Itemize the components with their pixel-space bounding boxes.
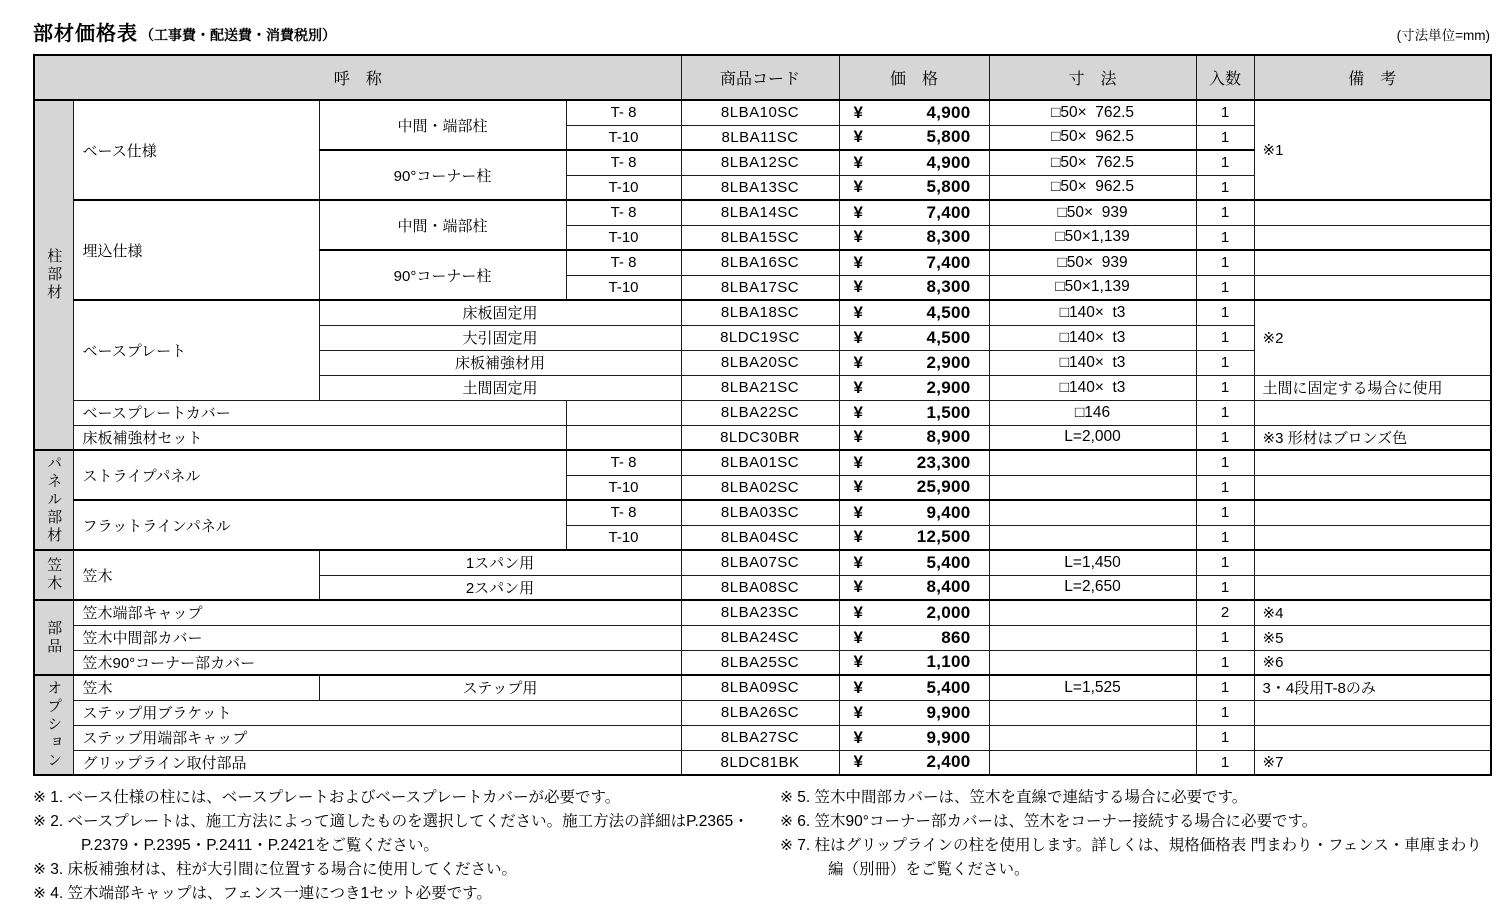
title-bar — [33, 10, 1490, 46]
item-name: グリップライン取付部品 — [73, 750, 681, 775]
page-title-note: （工事費・配送費・消費税別） — [140, 27, 336, 43]
price: ¥ 5,400 — [839, 550, 989, 575]
remarks: ※4 — [1254, 600, 1491, 625]
price: ¥ 1,500 — [839, 400, 989, 425]
quantity: 1 — [1196, 650, 1254, 675]
product-code: 8LBA12SC — [681, 150, 839, 175]
remarks: ※3 形材はブロンズ色 — [1254, 425, 1491, 450]
product-code: 8LBA04SC — [681, 525, 839, 550]
yen-sign: ¥ — [853, 602, 863, 622]
price: ¥ 5,800 — [839, 125, 989, 150]
item-name: 笠木 — [73, 550, 319, 600]
product-code: 8LBA26SC — [681, 700, 839, 725]
yen-sign: ¥ — [853, 352, 863, 372]
remarks — [1254, 250, 1491, 275]
dimensions: □50× 962.5 — [989, 125, 1196, 150]
quantity: 1 — [1196, 125, 1254, 150]
header-note: 備 考 — [1254, 55, 1491, 100]
dimensions: L=2,000 — [989, 425, 1196, 450]
price: ¥ 8,400 — [839, 575, 989, 600]
page-title: 部材価格表 — [33, 23, 138, 45]
category-cell: パネル部材 — [34, 450, 73, 550]
yen-sign: ¥ — [853, 402, 863, 422]
yen-sign: ¥ — [853, 327, 863, 347]
item-size-label: T-10 — [566, 125, 681, 150]
quantity: 1 — [1196, 375, 1254, 400]
remarks: ※6 — [1254, 650, 1491, 675]
table-row — [34, 725, 1491, 750]
table-row — [34, 100, 1491, 125]
item-size-label: T- 8 — [566, 200, 681, 225]
quantity: 2 — [1196, 600, 1254, 625]
dimensions: L=1,525 — [989, 675, 1196, 700]
quantity: 1 — [1196, 200, 1254, 225]
price: ¥ 8,300 — [839, 275, 989, 300]
product-code: 8LDC81BK — [681, 750, 839, 775]
quantity: 1 — [1196, 250, 1254, 275]
yen-sign: ¥ — [853, 127, 863, 147]
dimensions — [989, 750, 1196, 775]
table-row — [34, 400, 1491, 425]
product-code: 8LBA08SC — [681, 575, 839, 600]
yen-sign: ¥ — [853, 677, 863, 697]
price: ¥ 12,500 — [839, 525, 989, 550]
yen-sign: ¥ — [853, 427, 863, 447]
table-row — [34, 700, 1491, 725]
table-row — [34, 200, 1491, 225]
item-size-label: T- 8 — [566, 450, 681, 475]
item-name: 笠木 — [73, 675, 319, 700]
footnote: ※ 2. ベースプレートは、施工方法によって適したものを選択してください。施工方法の詳細はP.2365・P.2379・P.2395・P.2411・P.2421をご覧ください。 — [33, 813, 749, 855]
remarks — [1254, 575, 1491, 600]
dimensions: □140× t3 — [989, 375, 1196, 400]
item-variant: 中間・端部柱 — [319, 100, 566, 150]
remarks: ※2 — [1254, 300, 1491, 375]
price: ¥ 2,400 — [839, 750, 989, 775]
dimensions — [989, 475, 1196, 500]
remarks — [1254, 225, 1491, 250]
quantity: 1 — [1196, 425, 1254, 450]
quantity: 1 — [1196, 525, 1254, 550]
item-name: ステップ用端部キャップ — [73, 725, 681, 750]
yen-sign: ¥ — [853, 252, 863, 272]
item-name: 床板補強材セット — [73, 425, 566, 450]
footnotes-left — [33, 786, 750, 906]
item-size-label: T- 8 — [566, 100, 681, 125]
empty-cell — [566, 425, 681, 450]
table-row — [34, 650, 1491, 675]
yen-sign: ¥ — [853, 152, 863, 172]
yen-sign: ¥ — [853, 727, 863, 747]
quantity: 1 — [1196, 325, 1254, 350]
price: ¥ 8,900 — [839, 425, 989, 450]
quantity: 1 — [1196, 500, 1254, 525]
remarks — [1254, 450, 1491, 475]
footnote: ※ 5. 笠木中間部カバーは、笠木を直線で連結する場合に必要です。 — [780, 789, 1248, 806]
item-name: ストライプパネル — [73, 450, 566, 500]
remarks: 土間に固定する場合に使用 — [1254, 375, 1491, 400]
product-code: 8LBA18SC — [681, 300, 839, 325]
product-code: 8LBA11SC — [681, 125, 839, 150]
table-row — [34, 500, 1491, 525]
footnotes — [33, 786, 1490, 906]
item-variant: 大引固定用 — [319, 325, 681, 350]
quantity: 1 — [1196, 700, 1254, 725]
remarks — [1254, 275, 1491, 300]
item-name: フラットラインパネル — [73, 500, 566, 550]
footnote: ※ 3. 床板補強材は、柱が大引間に位置する場合に使用してください。 — [33, 861, 518, 879]
dimensions: □140× t3 — [989, 350, 1196, 375]
footnote: ※ 4. 笠木端部キャップは、フェンス一連につき1セット必要です。 — [33, 885, 492, 903]
header-size: 寸 法 — [989, 55, 1196, 100]
quantity: 1 — [1196, 750, 1254, 775]
item-variant: 床板補強材用 — [319, 350, 681, 375]
remarks — [1254, 550, 1491, 575]
yen-sign: ¥ — [853, 202, 863, 222]
item-name: ベースプレートカバー — [73, 400, 566, 425]
item-variant: 床板固定用 — [319, 300, 681, 325]
dimensions — [989, 625, 1196, 650]
yen-sign: ¥ — [853, 577, 863, 597]
table-row — [34, 625, 1491, 650]
product-code: 8LBA14SC — [681, 200, 839, 225]
header-price: 価 格 — [839, 55, 989, 100]
price: ¥ 4,900 — [839, 100, 989, 125]
item-size-label: T- 8 — [566, 250, 681, 275]
footnotes-right — [780, 786, 1490, 906]
item-size-label: T-10 — [566, 225, 681, 250]
product-code: 8LBA21SC — [681, 375, 839, 400]
yen-sign: ¥ — [853, 552, 863, 572]
dimensions: □146 — [989, 400, 1196, 425]
dimensions: □140× t3 — [989, 325, 1196, 350]
quantity: 1 — [1196, 400, 1254, 425]
table-row — [34, 450, 1491, 475]
item-variant: 土間固定用 — [319, 375, 681, 400]
item-size-label: T-10 — [566, 475, 681, 500]
dimensions — [989, 500, 1196, 525]
item-variant: 2スパン用 — [319, 575, 681, 600]
dimensions — [989, 700, 1196, 725]
yen-sign: ¥ — [853, 177, 863, 197]
item-size-label: T- 8 — [566, 500, 681, 525]
item-variant: ステップ用 — [319, 675, 681, 700]
remarks — [1254, 400, 1491, 425]
quantity: 1 — [1196, 100, 1254, 125]
item-name: ベース仕様 — [73, 100, 319, 200]
item-name: 笠木90°コーナー部カバー — [73, 650, 681, 675]
item-size-label: T- 8 — [566, 150, 681, 175]
dimensions: □140× t3 — [989, 300, 1196, 325]
product-code: 8LBA13SC — [681, 175, 839, 200]
yen-sign: ¥ — [853, 502, 863, 522]
product-code: 8LBA02SC — [681, 475, 839, 500]
yen-sign: ¥ — [853, 627, 863, 647]
item-name: 笠木端部キャップ — [73, 600, 681, 625]
remarks — [1254, 475, 1491, 500]
price: ¥ 7,400 — [839, 250, 989, 275]
price: ¥ 5,400 — [839, 675, 989, 700]
dimensions: □50× 762.5 — [989, 150, 1196, 175]
dimensions: □50×1,139 — [989, 225, 1196, 250]
yen-sign: ¥ — [853, 477, 863, 497]
price: ¥ 23,300 — [839, 450, 989, 475]
item-variant: 90°コーナー柱 — [319, 150, 566, 200]
table-row — [34, 425, 1491, 450]
dimensions — [989, 450, 1196, 475]
product-code: 8LBA09SC — [681, 675, 839, 700]
dimensions — [989, 600, 1196, 625]
remarks: ※5 — [1254, 625, 1491, 650]
category-cell: 部品 — [34, 600, 73, 675]
quantity: 1 — [1196, 225, 1254, 250]
remarks: ※1 — [1254, 100, 1491, 200]
dimensions — [989, 525, 1196, 550]
table-row — [34, 750, 1491, 775]
unit-note: (寸法単位=mm) — [1396, 28, 1490, 43]
product-code: 8LDC19SC — [681, 325, 839, 350]
item-name: 埋込仕様 — [73, 200, 319, 300]
product-code: 8LBA15SC — [681, 225, 839, 250]
remarks — [1254, 500, 1491, 525]
header-name: 呼 称 — [34, 55, 681, 100]
footnote: ※ 7. 柱はグリップラインの柱を使用します。詳しくは、規格価格表 門まわり・フェンス・車庫まわり編（別冊）をご覧ください。 — [780, 837, 1482, 879]
item-variant: 中間・端部柱 — [319, 200, 566, 250]
category-cell: 笠木 — [34, 550, 73, 600]
quantity: 1 — [1196, 675, 1254, 700]
price: ¥ 25,900 — [839, 475, 989, 500]
header-qty: 入数 — [1196, 55, 1254, 100]
dimensions: L=2,650 — [989, 575, 1196, 600]
footnote: ※ 6. 笠木90°コーナー部カバーは、笠木をコーナー接続する場合に必要です。 — [780, 813, 1318, 831]
remarks — [1254, 525, 1491, 550]
header-row — [34, 55, 1491, 100]
dimensions: □50× 939 — [989, 250, 1196, 275]
product-code: 8LDC30BR — [681, 425, 839, 450]
dimensions: L=1,450 — [989, 550, 1196, 575]
item-name: ベースプレート — [73, 300, 319, 400]
quantity: 1 — [1196, 575, 1254, 600]
product-code: 8LBA24SC — [681, 625, 839, 650]
price: ¥ 2,900 — [839, 350, 989, 375]
price: ¥ 5,800 — [839, 175, 989, 200]
price: ¥ 8,300 — [839, 225, 989, 250]
price: ¥ 4,500 — [839, 300, 989, 325]
category-cell: 柱部材 — [34, 100, 73, 450]
price: ¥ 9,400 — [839, 500, 989, 525]
price: ¥ 860 — [839, 625, 989, 650]
dimensions — [989, 650, 1196, 675]
header-code: 商品コード — [681, 55, 839, 100]
dimensions: □50× 762.5 — [989, 100, 1196, 125]
yen-sign: ¥ — [853, 527, 863, 547]
table-row — [34, 675, 1491, 700]
quantity: 1 — [1196, 550, 1254, 575]
quantity: 1 — [1196, 175, 1254, 200]
product-code: 8LBA03SC — [681, 500, 839, 525]
dimensions: □50× 939 — [989, 200, 1196, 225]
yen-sign: ¥ — [853, 652, 863, 672]
dimensions: □50× 962.5 — [989, 175, 1196, 200]
yen-sign: ¥ — [853, 102, 863, 122]
item-name: ステップ用ブラケット — [73, 700, 681, 725]
price: ¥ 2,000 — [839, 600, 989, 625]
table-row — [34, 600, 1491, 625]
item-size-label: T-10 — [566, 275, 681, 300]
dimensions — [989, 725, 1196, 750]
product-code: 8LBA07SC — [681, 550, 839, 575]
quantity: 1 — [1196, 300, 1254, 325]
remarks — [1254, 700, 1491, 725]
yen-sign: ¥ — [853, 377, 863, 397]
yen-sign: ¥ — [853, 227, 863, 247]
price-table — [33, 54, 1492, 776]
dimensions: □50×1,139 — [989, 275, 1196, 300]
product-code: 8LBA10SC — [681, 100, 839, 125]
yen-sign: ¥ — [853, 302, 863, 322]
footnote: ※ 1. ベース仕様の柱には、ベースプレートおよびベースプレートカバーが必要です。 — [33, 789, 621, 806]
yen-sign: ¥ — [853, 752, 863, 772]
remarks: ※7 — [1254, 750, 1491, 775]
category-cell: オプション — [34, 675, 73, 775]
item-variant: 1スパン用 — [319, 550, 681, 575]
remarks — [1254, 200, 1491, 225]
yen-sign: ¥ — [853, 277, 863, 297]
table-row — [34, 550, 1491, 575]
item-name: 笠木中間部カバー — [73, 625, 681, 650]
price: ¥ 7,400 — [839, 200, 989, 225]
price: ¥ 4,500 — [839, 325, 989, 350]
quantity: 1 — [1196, 725, 1254, 750]
price: ¥ 9,900 — [839, 725, 989, 750]
yen-sign: ¥ — [853, 452, 863, 472]
product-code: 8LBA01SC — [681, 450, 839, 475]
quantity: 1 — [1196, 450, 1254, 475]
quantity: 1 — [1196, 475, 1254, 500]
product-code: 8LBA23SC — [681, 600, 839, 625]
quantity: 1 — [1196, 150, 1254, 175]
product-code: 8LBA16SC — [681, 250, 839, 275]
item-size-label: T-10 — [566, 525, 681, 550]
yen-sign: ¥ — [853, 702, 863, 722]
remarks — [1254, 725, 1491, 750]
price: ¥ 1,100 — [839, 650, 989, 675]
item-size-label: T-10 — [566, 175, 681, 200]
remarks: 3・4段用T-8のみ — [1254, 675, 1491, 700]
product-code: 8LBA27SC — [681, 725, 839, 750]
product-code: 8LBA22SC — [681, 400, 839, 425]
quantity: 1 — [1196, 625, 1254, 650]
table-row — [34, 300, 1491, 325]
product-code: 8LBA20SC — [681, 350, 839, 375]
product-code: 8LBA17SC — [681, 275, 839, 300]
price: ¥ 2,900 — [839, 375, 989, 400]
price: ¥ 4,900 — [839, 150, 989, 175]
empty-cell — [566, 400, 681, 425]
price: ¥ 9,900 — [839, 700, 989, 725]
product-code: 8LBA25SC — [681, 650, 839, 675]
quantity: 1 — [1196, 275, 1254, 300]
item-variant: 90°コーナー柱 — [319, 250, 566, 300]
quantity: 1 — [1196, 350, 1254, 375]
